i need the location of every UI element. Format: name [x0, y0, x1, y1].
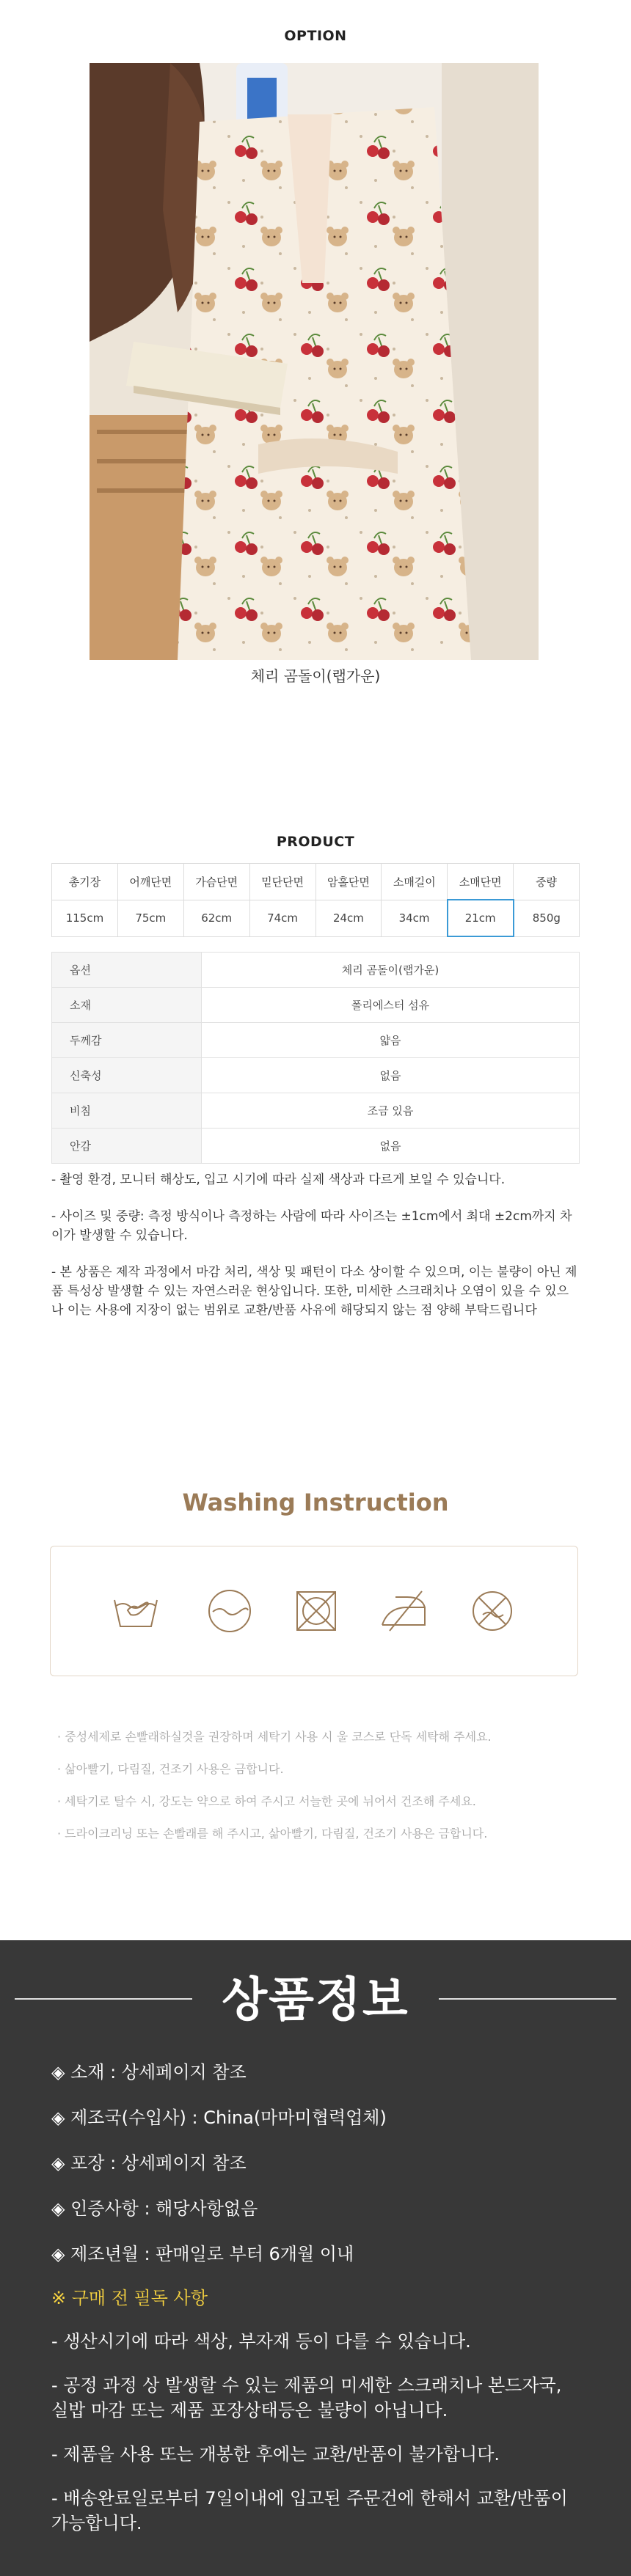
- size-header: 소매길이: [382, 864, 448, 900]
- info-value: 조금 있음: [202, 1093, 580, 1129]
- size-value: 34cm: [382, 900, 448, 936]
- info-key: 소재: [52, 988, 202, 1023]
- warning-note: - 공정 과정 상 발생할 수 있는 제품의 미세한 스크래치나 본드자국, 실밥 마감 또는 제품 포장상태등은 불량이 아닙니다.: [51, 2375, 562, 2421]
- option-caption: 체리 곰돌이(랩가운): [250, 667, 381, 685]
- info-key: 비침: [52, 1093, 202, 1129]
- info-key: 신축성: [52, 1058, 202, 1093]
- info-value: 없음: [202, 1058, 580, 1093]
- size-value: 74cm: [249, 900, 316, 936]
- info-key: 두께감: [52, 1023, 202, 1058]
- product-photo: [90, 63, 539, 660]
- low-iron-icon: [378, 1585, 429, 1637]
- size-header: 암홀단면: [316, 864, 382, 900]
- size-header: 어깨단면: [117, 864, 183, 900]
- info-value: 얇음: [202, 1023, 580, 1058]
- washing-note: · 드라이크리닝 또는 손빨래를 해 주시고, 삶아빨기, 다림질, 건조기 사용은 금합니다.: [57, 1827, 488, 1841]
- size-header: 총기장: [52, 864, 118, 900]
- washing-note: · 삶아빨기, 다림질, 건조기 사용은 금합니다.: [57, 1762, 284, 1776]
- size-header: 가슴단면: [183, 864, 249, 900]
- size-value-highlighted: 21cm: [448, 900, 514, 936]
- info-row: [52, 953, 580, 988]
- info-value: 없음: [202, 1129, 580, 1164]
- no-tumble-dry-icon: [291, 1585, 342, 1637]
- gentle-wash-icon: [204, 1585, 255, 1637]
- robe-illustration: [90, 63, 539, 660]
- size-header: 중량: [514, 864, 580, 900]
- no-dry-clean-icon: [467, 1585, 518, 1637]
- info-row: [52, 1058, 580, 1093]
- product-title: PRODUCT: [276, 834, 355, 850]
- info-row: [52, 988, 580, 1023]
- size-value: 115cm: [52, 900, 118, 936]
- size-table: [51, 863, 580, 937]
- warning-note: - 생산시기에 따라 색상, 부자재 등이 다를 수 있습니다.: [51, 2331, 471, 2352]
- info-item: ◈ 포장 : 상세페이지 참조: [51, 2153, 247, 2173]
- product-note: - 본 상품은 제작 과정에서 마감 처리, 색상 및 패턴이 다소 상이할 수 있으며, 이는 불량이 아닌 제품 특성상 발생할 수 있는 자연스러운 현상입니다. 또한, 미세한 스크래치나 오염이 있을 수 있으나 이는 사용에 지장이 없는 범위로 교환/반품 사유에 해당되지 않는 점 양해 부탁드립니다: [51, 1265, 577, 1318]
- info-row: [52, 1093, 580, 1129]
- info-item: ◈ 소재 : 상세페이지 참조: [51, 2062, 247, 2083]
- info-value: 체리 곰돌이(랩가운): [202, 953, 580, 988]
- hand-wash-icon: [110, 1585, 161, 1637]
- info-row: [52, 1023, 580, 1058]
- size-value: 62cm: [183, 900, 249, 936]
- size-value: 75cm: [117, 900, 183, 936]
- washing-note: · 세탁기로 탈수 시, 강도는 약으로 하여 주시고 서늘한 곳에 뉘어서 건조해 주세요.: [57, 1794, 476, 1808]
- product-note: - 사이즈 및 중량: 측정 방식이나 측정하는 사람에 따라 사이즈는 ±1cm에서 최대 ±2cm까지 차이가 발생할 수 있습니다.: [51, 1209, 572, 1243]
- info-key: 옵션: [52, 953, 202, 988]
- info-value: 폴리에스터 섬유: [202, 988, 580, 1023]
- size-header: 밑단단면: [249, 864, 316, 900]
- washing-note: · 중성세제로 손빨래하실것을 권장하며 세탁기 사용 시 울 코스로 단독 세탁해 주세요.: [57, 1730, 492, 1744]
- size-value: 24cm: [316, 900, 382, 936]
- info-item: ◈ 제조국(수입사) : China(마마미협력업체): [51, 2107, 387, 2128]
- product-info-table: [51, 952, 580, 1164]
- info-item: ◈ 제조년월 : 판매일로 부터 6개월 이내: [51, 2244, 354, 2264]
- info-section-title: 상품정보: [222, 1973, 409, 2028]
- info-row: [52, 1129, 580, 1164]
- product-note: - 촬영 환경, 모니터 해상도, 입고 시기에 따라 실제 색상과 다르게 보일 수 있습니다.: [51, 1173, 506, 1187]
- warning-note: - 제품을 사용 또는 개봉한 후에는 교환/반품이 불가합니다.: [51, 2444, 500, 2465]
- size-value: 850g: [514, 900, 580, 936]
- warning-note: - 배송완료일로부터 7일이내에 입고된 주문건에 한해서 교환/반품이 가능합니다.: [51, 2488, 568, 2533]
- size-value-row: [52, 900, 580, 936]
- option-title: OPTION: [284, 28, 347, 44]
- info-key: 안감: [52, 1129, 202, 1164]
- size-header-row: [52, 864, 580, 900]
- info-item: ◈ 인증사항 : 해당사항없음: [51, 2198, 258, 2219]
- warning-title: ※ 구매 전 필독 사항: [51, 2288, 208, 2308]
- washing-title: Washing Instruction: [182, 1489, 449, 1516]
- size-header: 소매단면: [448, 864, 514, 900]
